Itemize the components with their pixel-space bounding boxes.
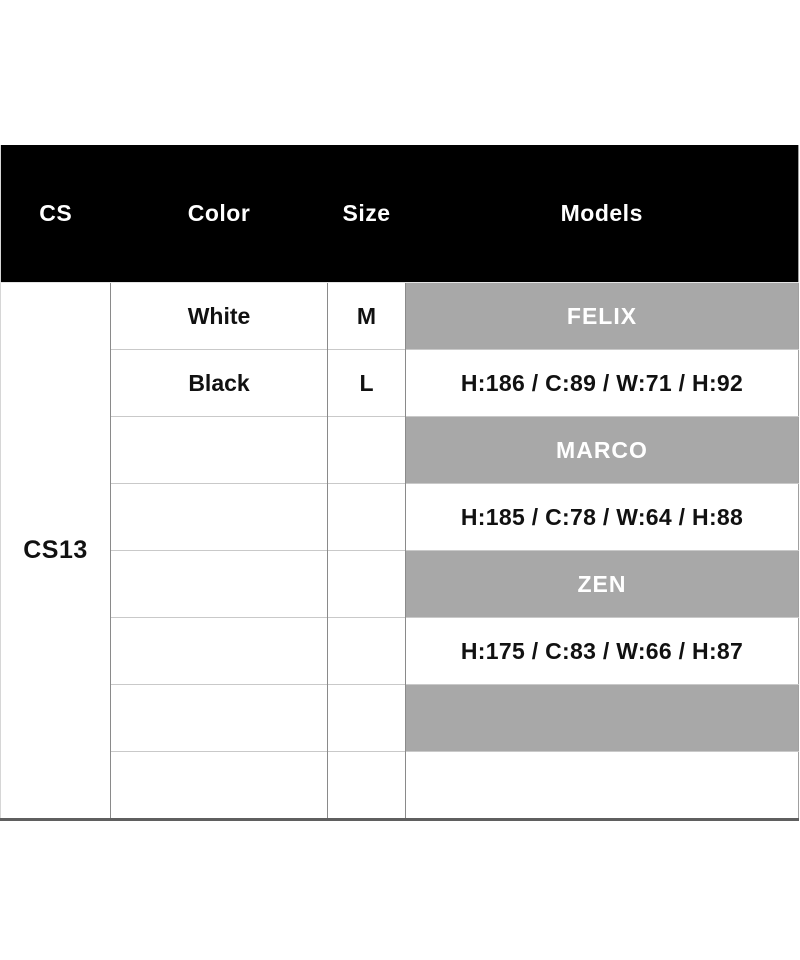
cs-value-cell: CS13 (1, 283, 111, 820)
header-cell-cs: CS (1, 145, 111, 283)
table-row (1, 283, 799, 350)
color-cell: Black (111, 350, 328, 417)
header-cell-size: Size (328, 145, 406, 283)
color-cell (111, 551, 328, 618)
table-row (1, 752, 799, 820)
size-cell (328, 551, 406, 618)
header-cell-models: Models (406, 145, 799, 283)
model-name-cell: ZEN (406, 551, 799, 618)
size-cell: L (328, 350, 406, 417)
size-cell (328, 417, 406, 484)
size-cell: M (328, 283, 406, 350)
table-row (1, 618, 799, 685)
model-empty-gray-cell (406, 685, 799, 752)
model-measurements-cell: H:186 / C:89 / W:71 / H:92 (406, 350, 799, 417)
size-cell (328, 484, 406, 551)
color-cell: White (111, 283, 328, 350)
table-row (1, 417, 799, 484)
model-measurements-cell: H:185 / C:78 / W:64 / H:88 (406, 484, 799, 551)
model-empty-white-cell (406, 752, 799, 820)
size-spec-table (0, 145, 799, 821)
size-cell (328, 618, 406, 685)
color-cell (111, 752, 328, 820)
color-cell (111, 417, 328, 484)
header-cell-color: Color (111, 145, 328, 283)
table-row (1, 350, 799, 417)
color-cell (111, 618, 328, 685)
table-row (1, 685, 799, 752)
table-row (1, 484, 799, 551)
table-row (1, 551, 799, 618)
color-cell (111, 685, 328, 752)
table-header-row (1, 145, 799, 283)
color-cell (111, 484, 328, 551)
model-measurements-cell: H:175 / C:83 / W:66 / H:87 (406, 618, 799, 685)
model-name-cell: FELIX (406, 283, 799, 350)
size-cell (328, 752, 406, 820)
model-name-cell: MARCO (406, 417, 799, 484)
size-cell (328, 685, 406, 752)
